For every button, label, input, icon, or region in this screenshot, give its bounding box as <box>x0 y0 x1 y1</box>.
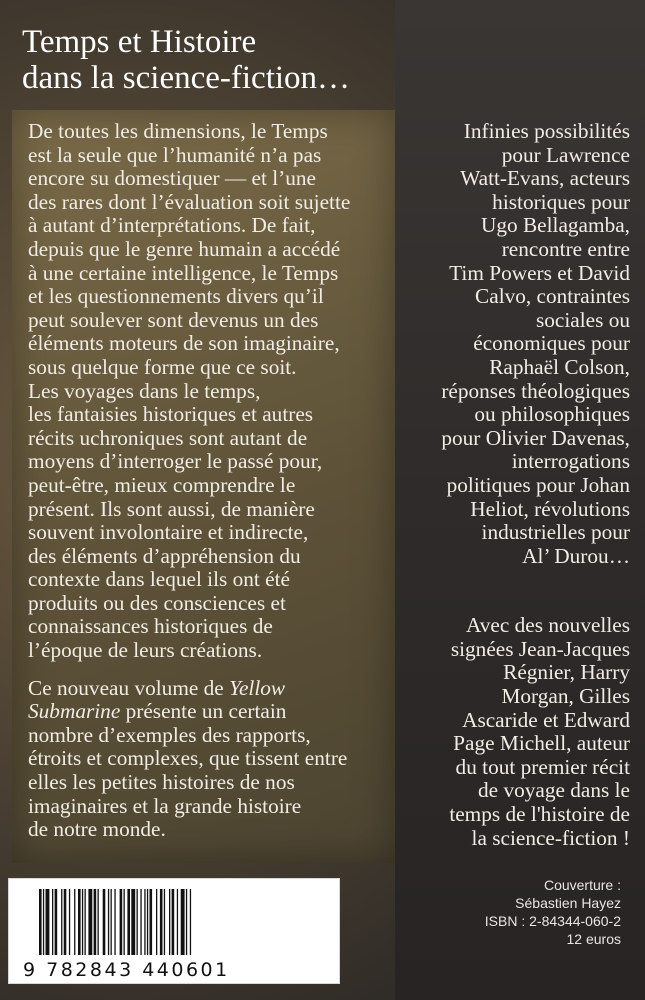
authors-paragraph-1 <box>405 120 630 568</box>
barcode-bar <box>147 889 148 955</box>
barcode-bar <box>120 889 123 955</box>
text-line: Raphaël Colson, <box>489 354 630 379</box>
barcode-bar <box>55 889 58 955</box>
isbn-barcode <box>8 878 340 984</box>
text-line <box>28 700 388 724</box>
barcode-bar <box>144 889 145 955</box>
text-line: peut-être, mieux comprendre le <box>28 472 296 497</box>
text-line: des éléments d’appréhension du <box>28 543 301 568</box>
text-line: connaissances historiques de <box>28 614 273 639</box>
cover-credit-label: Couverture : <box>543 877 621 893</box>
heading-line-2: dans la science-fiction… <box>22 60 351 96</box>
main-blurb <box>28 120 388 842</box>
barcode-bar <box>131 889 135 955</box>
barcode-bar <box>103 889 106 955</box>
barcode-bar <box>69 889 70 955</box>
text-line: étroits et complexes, que tissent entre <box>28 746 348 771</box>
barcode-bar <box>160 889 163 955</box>
cover-heading <box>22 24 402 96</box>
text-line: Watt-Evans, acteurs <box>460 166 630 191</box>
text-line: pour Olivier Davenas, <box>441 425 630 450</box>
barcode-bar <box>137 889 138 955</box>
heading-line-1: Temps et Histoire <box>22 24 257 60</box>
barcode-bar <box>39 889 42 955</box>
barcode-bar <box>150 889 153 955</box>
barcode-bar <box>64 889 67 955</box>
text-line: De toutes les dimensions, le Temps <box>28 119 328 143</box>
text-line: Infinies possibilités <box>463 119 630 143</box>
text-line: Tim Powers et David <box>449 260 630 285</box>
text-line: politiques pour Johan <box>446 472 630 497</box>
text-line: pour Lawrence <box>501 142 630 167</box>
blurb-paragraph-2 <box>28 677 388 842</box>
text-line: industrielles pour <box>481 520 630 545</box>
barcode-bar <box>88 889 92 955</box>
cover-artist: Sébastien Hayez <box>515 895 621 911</box>
barcode-bar <box>78 889 81 955</box>
text-line: Ascaride et Edward <box>462 707 630 732</box>
barcode-bar <box>172 889 175 955</box>
text-line: éléments moteurs de son imaginaire, <box>28 331 340 356</box>
text-line: sociales ou <box>535 307 630 332</box>
barcode-bar <box>169 889 170 955</box>
authors-blurb <box>405 120 630 850</box>
text-line: l’époque de leurs créations. <box>28 638 263 663</box>
text-line: nombre d’exemples des rapports, <box>28 722 311 747</box>
text-line: interrogations <box>511 449 630 474</box>
text-line: Régnier, Harry <box>503 660 630 685</box>
isbn-number: ISBN : 2-84344-060-2 <box>484 913 621 929</box>
text-line: temps de l'histoire de <box>449 802 630 827</box>
text-fragment: Ce nouveau volume de <box>28 675 230 700</box>
text-line: moyens d’interroger le passé pour, <box>28 449 323 474</box>
text-line: produits ou des consciences et <box>28 590 286 615</box>
text-line: rencontre entre <box>501 236 630 261</box>
text-line: depuis que le genre humain a accédé <box>28 236 341 261</box>
barcode-bar <box>181 889 185 955</box>
text-line: souvent involontaire et indirecte, <box>28 520 309 545</box>
barcode-digits: 9 782843 440601 <box>23 959 230 981</box>
series-title-italic: Yellow <box>229 675 286 700</box>
barcode-bar <box>74 889 75 955</box>
barcode-bar <box>82 889 83 955</box>
barcode-bar <box>85 889 86 955</box>
barcode-bar <box>46 889 50 955</box>
text-line: historiques pour <box>492 189 630 214</box>
text-line <box>28 677 388 701</box>
text-line: à autant d’interprétations. De fait, <box>28 213 316 238</box>
series-title-italic: Submarine <box>28 699 121 724</box>
barcode-bar <box>108 889 109 955</box>
text-line: Heliot, révolutions <box>470 496 630 521</box>
text-line: imaginaires et la grande histoire <box>28 793 302 818</box>
barcode-bar <box>127 889 130 955</box>
text-line: sous quelque forme que ce soit. <box>28 354 297 379</box>
barcode-bar <box>111 889 112 955</box>
text-line: et les questionnements divers qu’il <box>28 284 324 309</box>
text-line: des rares dont l’évaluation soit sujette <box>28 189 351 214</box>
text-line: Morgan, Gilles <box>501 684 630 709</box>
barcode-bar <box>164 889 165 955</box>
text-line: peut soulever sont devenus un des <box>28 307 319 332</box>
text-line: signées Jean-Jacques <box>450 636 630 661</box>
barcode-bar <box>124 889 125 955</box>
price: 12 euros <box>566 931 621 947</box>
barcode-bar <box>186 889 187 955</box>
barcode-bar <box>43 889 44 955</box>
text-line: réponses théologiques <box>441 378 630 403</box>
text-line: du tout premier récit <box>455 754 630 779</box>
text-line: Al’ Durou… <box>522 543 630 568</box>
text-fragment: présente un certain <box>120 699 287 724</box>
text-line: Les voyages dans le temps, <box>28 378 261 403</box>
barcode-bar <box>114 889 115 955</box>
blurb-paragraph-1 <box>28 120 388 663</box>
text-line: de voyage dans le <box>478 778 630 803</box>
text-line: de notre monde. <box>28 817 166 842</box>
credits-block <box>361 876 621 948</box>
text-line: est la seule que l’humanité n’a pas <box>28 142 322 167</box>
text-line: encore su domestiquer — et l’une <box>28 166 317 191</box>
text-line: à une certaine intelligence, le Temps <box>28 260 339 285</box>
text-line: présent. Ils sont aussi, de manière <box>28 496 315 521</box>
barcode-bar <box>94 889 97 955</box>
text-line: Ugo Bellagamba, <box>480 213 630 238</box>
text-line: Avec des nouvelles <box>465 613 630 638</box>
barcode-bar <box>140 889 141 955</box>
barcode-bar <box>177 889 178 955</box>
barcode-bar <box>52 889 53 955</box>
text-line: la science-fiction ! <box>471 825 630 850</box>
text-line: les fantaisies historiques et autres <box>28 402 314 427</box>
authors-paragraph-2 <box>405 614 630 850</box>
text-line: Calvo, contraintes <box>475 284 630 309</box>
barcode-bar <box>190 889 191 955</box>
text-line: récits uchroniques sont autant de <box>28 425 308 450</box>
barcode-bar <box>98 889 99 955</box>
barcode-bar <box>156 889 157 955</box>
text-line: elles les petites histoires de nos <box>28 770 295 795</box>
text-line: ou philosophiques <box>474 402 630 427</box>
barcode-bars <box>39 889 323 955</box>
barcode-bar <box>61 889 62 955</box>
text-line: Page Michell, auteur <box>453 731 630 756</box>
text-line: économiques pour <box>473 331 630 356</box>
text-line: contexte dans lequel ils ont été <box>28 567 290 592</box>
